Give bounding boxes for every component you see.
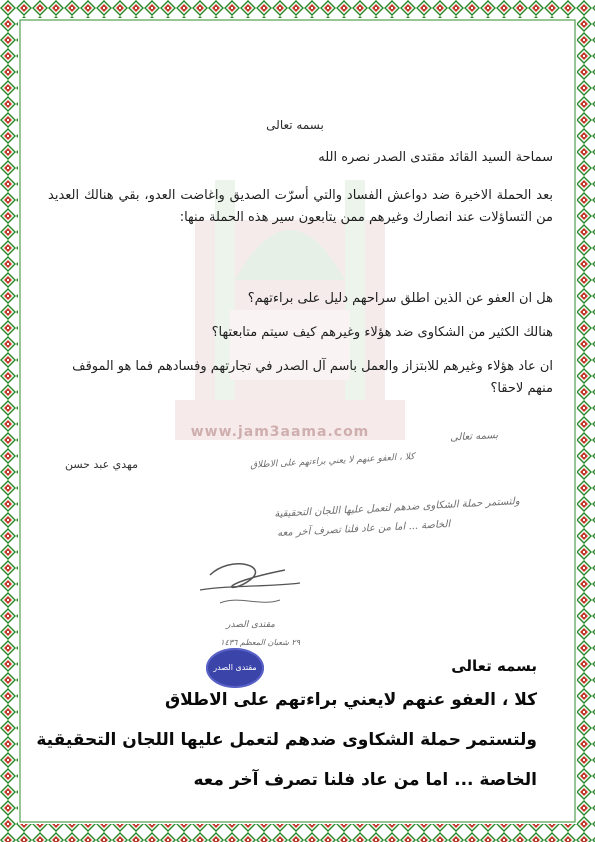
- reply-line-2: ولتستمر حملة الشكاوى ضدهم لتعمل عليها اللجان التحقيقية: [36, 730, 537, 750]
- handwritten-line-3: الخاصة ... اما من عاد فلنا تصرف آخر معه: [276, 519, 451, 540]
- handwritten-line-2: ولتستمر حملة الشكاوى ضدهم لتعمل عليها اللجان التحقيقية: [274, 496, 521, 520]
- signature-date: ٢٩ شعبان المعظم ١٤٣٦: [220, 638, 300, 647]
- question-3: ان عاد هؤلاء وغيرهم للابتزاز والعمل باسم آل الصدر في تجارتهم وفسادهم فما هو الموقف منهم لاحقا؟: [72, 359, 553, 396]
- seal-stamp: [206, 648, 264, 688]
- handwritten-basmala: بسمه تعالى: [449, 430, 499, 444]
- reply-basmala: بسمه تعالى: [451, 657, 537, 675]
- handwritten-line-1: كلا ، العفو عنهم لا يعني براءتهم على الاطلاق: [250, 452, 416, 471]
- question-2: هنالك الكثير من الشكاوى ضد هؤلاء وغيرهم كيف سيتم متابعتها؟: [211, 325, 553, 340]
- salutation: سماحة السيد القائد مقتدى الصدر نصره الله: [318, 150, 553, 165]
- reply-line-3: الخاصة ... اما من عاد فلنا تصرف آخر معه: [193, 770, 537, 790]
- watermark-site: www.jam3aama.com: [190, 424, 370, 440]
- question-1: هل ان العفو عن الذين اطلق سراحهم دليل على براءتهم؟: [247, 291, 553, 306]
- intro-paragraph: بعد الحملة الاخيرة ضد دواعش الفساد والتي أسرّت الصديق واغاضت العدو، بقي هنالك العديد من التساؤلات عند انصارك وغيرهم ممن يتابعون سير هذه الحملة منها:: [48, 188, 553, 225]
- author-name: مهدي عبد حسن: [65, 458, 138, 471]
- reply-line-1: كلا ، العفو عنهم لايعني براءتهم على الاطلاق: [164, 690, 537, 710]
- signature-name: مقتدى الصدر: [226, 620, 275, 630]
- basmala: بسمه تعالى: [266, 118, 324, 132]
- seal-text: مقتدى الصدر: [213, 663, 257, 672]
